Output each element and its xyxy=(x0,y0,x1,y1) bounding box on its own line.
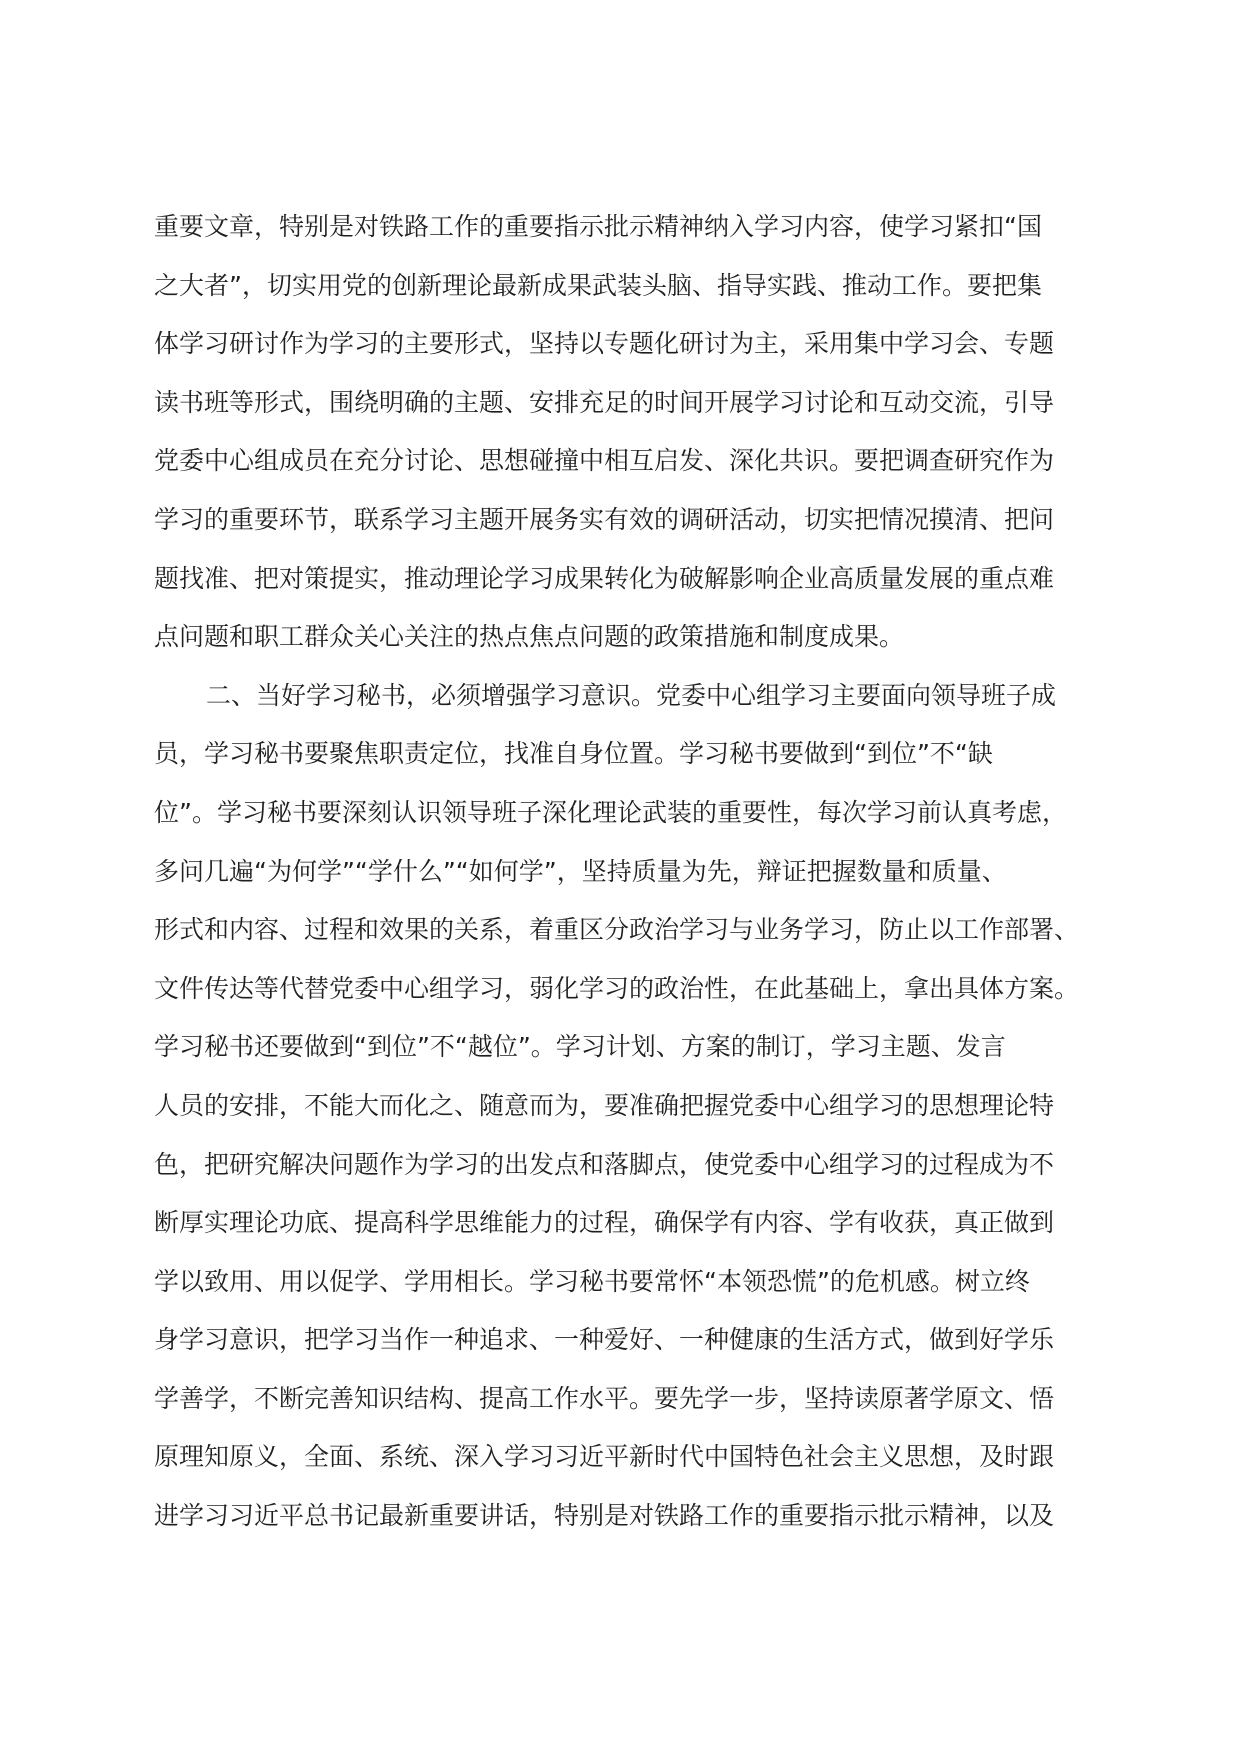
text-line: 党委中心组成员在充分讨论、思想碰撞中相互启发、深化共识。要把调查研究作为 xyxy=(154,446,1055,476)
text-line: 题找准、把对策提实，推动理论学习成果转化为破解影响企业高质量发展的重点难 xyxy=(154,563,1055,593)
text-line: 之大者”，切实用党的创新理论最新成果武装头脑、指导实践、推动工作。要把集 xyxy=(154,270,1042,300)
text-line: 学习的重要环节，联系学习主题开展务实有效的调研活动，切实把情况摸清、把问 xyxy=(154,504,1055,534)
text-line: 学习秘书还要做到“到位”不“越位”。学习计划、方案的制订，学习主题、发言 xyxy=(154,1032,1006,1062)
text-line: 点问题和职工群众关心关注的热点焦点问题的政策措施和制度成果。 xyxy=(154,622,905,652)
text-line: 进学习习近平总书记最新重要讲话，特别是对铁路工作的重要指示批示精神，以及 xyxy=(154,1501,1055,1531)
text-line: 断厚实理论功底、提高科学思维能力的过程，确保学有内容、学有收获，真正做到 xyxy=(154,1208,1055,1238)
body-text xyxy=(154,198,1080,1546)
text-line: 学善学，不断完善知识结构、提高工作水平。要先学一步，坚持读原著学原文、悟 xyxy=(154,1383,1055,1413)
text-line: 重要文章，特别是对铁路工作的重要指示批示精神纳入学习内容，使学习紧扣“国 xyxy=(154,212,1042,241)
text-line: 形式和内容、过程和效果的关系，着重区分政治学习与业务学习，防止以工作部署、 xyxy=(154,915,1080,945)
text-line: 原理知原义，全面、系统、深入学习习近平新时代中国特色社会主义思想，及时跟 xyxy=(154,1442,1055,1472)
text-line: 身学习意识，把学习当作一种追求、一种爱好、一种健康的生活方式，做到好学乐 xyxy=(154,1325,1055,1355)
text-line: 读书班等形式，围绕明确的主题、安排充足的时间开展学习讨论和互动交流，引导 xyxy=(154,387,1055,417)
text-line: 员，学习秘书要聚焦职责定位，找准自身位置。学习秘书要做到“到位”不“缺 xyxy=(154,739,993,769)
text-line: 人员的安排，不能大而化之、随意而为，要准确把握党委中心组学习的思想理论特 xyxy=(154,1090,1055,1120)
text-line: 学以致用、用以促学、学用相长。学习秘书要常怀“本领恐慌”的危机感。树立终 xyxy=(154,1266,1030,1296)
text-line: 体学习研讨作为学习的主要形式，坚持以专题化研讨为主，采用集中学习会、专题 xyxy=(154,329,1055,359)
text-line: 位”。学习秘书要深刻认识领导班子深化理论武装的重要性，每次学习前认真考虑， xyxy=(154,797,1067,827)
text-line: 色，把研究解决问题作为学习的出发点和落脚点，使党委中心组学习的过程成为不 xyxy=(154,1149,1055,1179)
text-line: 多问几遍“为何学”“学什么”“如何学”，坚持质量为先，辩证把握数量和质量、 xyxy=(154,856,1007,886)
text-line: 文件传达等代替党委中心组学习，弱化学习的政治性，在此基础上，拿出具体方案。 xyxy=(154,973,1080,1003)
section-heading-line: 二、当好学习秘书，必须增强学习意识。党委中心组学习主要面向领导班子成 xyxy=(206,680,1057,710)
